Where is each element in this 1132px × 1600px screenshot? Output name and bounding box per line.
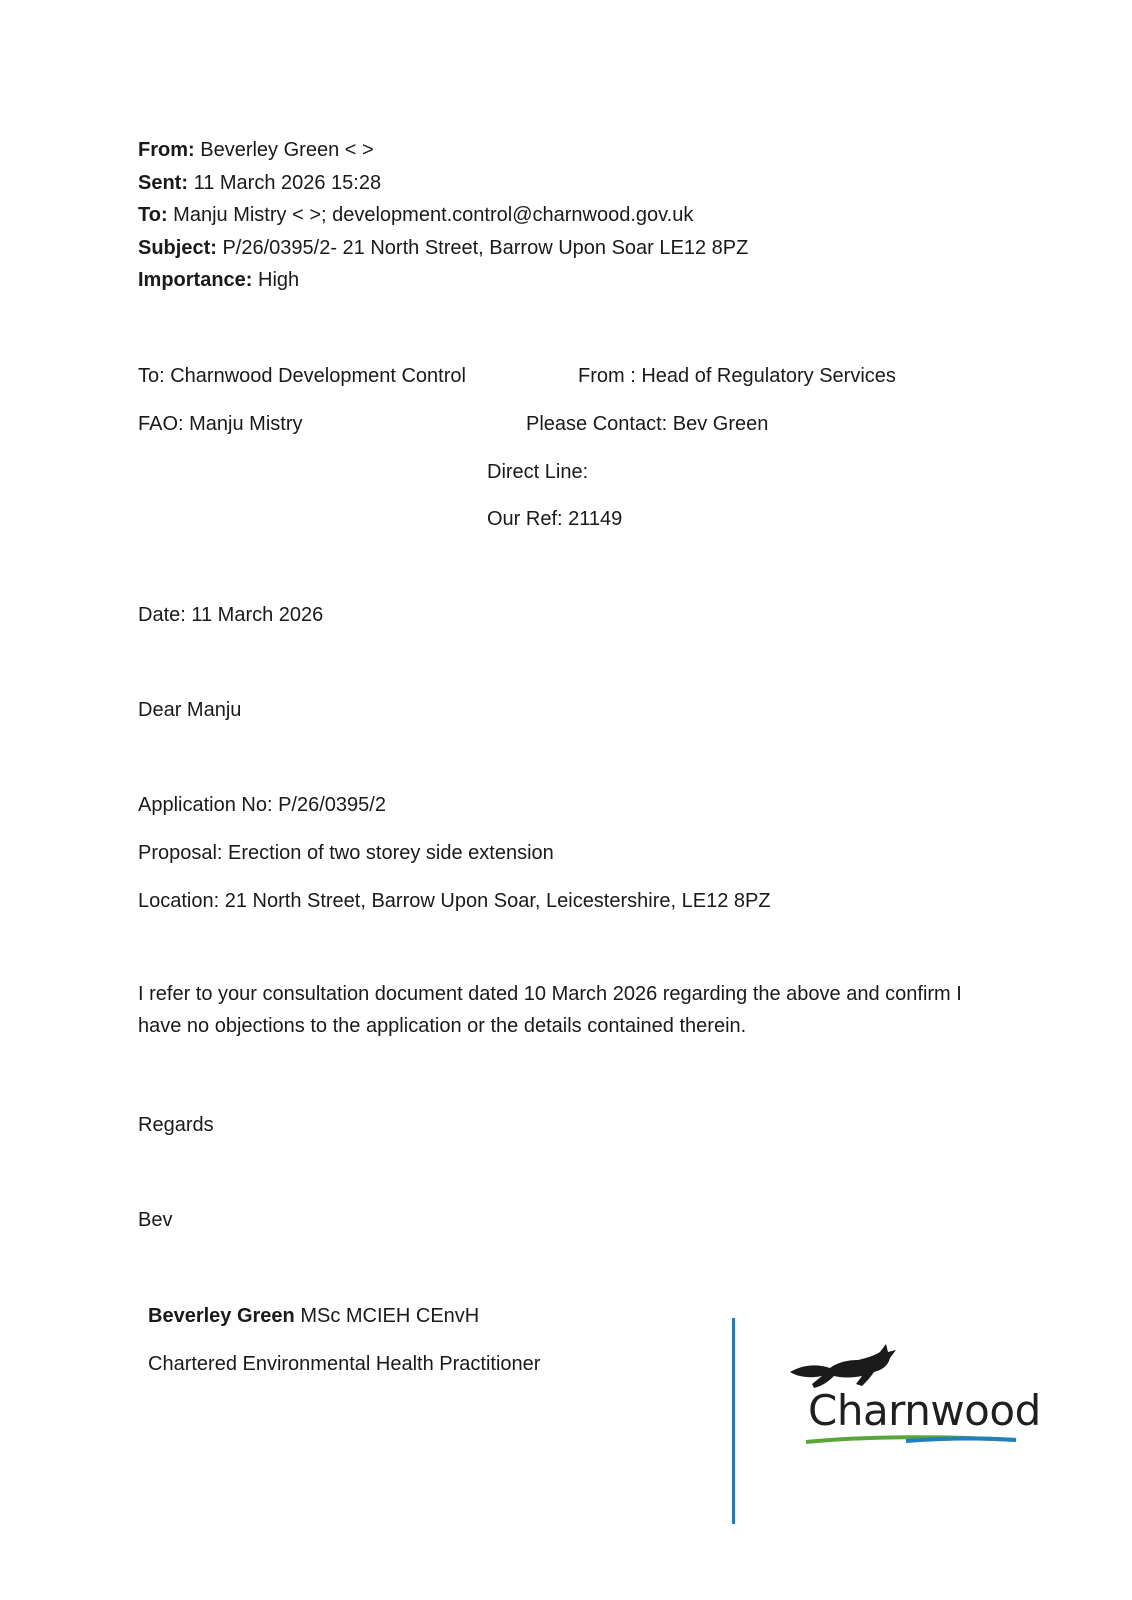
location: Location: 21 North Street, Barrow Upon Soar, Leicestershire, LE12 8PZ — [138, 890, 771, 912]
email-sent-value: 11 March 2026 15:28 — [193, 172, 382, 194]
signature-divider — [732, 1318, 735, 1524]
memo-our-ref: Our Ref: 21149 — [487, 508, 623, 530]
email-subject-value: P/26/0395/2- 21 North Street, Barrow Upon Soar LE12 8PZ — [222, 237, 749, 259]
email-to — [138, 203, 693, 227]
email-subject — [138, 236, 748, 260]
email-importance-value: High — [258, 269, 300, 291]
letter-closing: Regards — [138, 1114, 214, 1136]
proposal: Proposal: Erection of two storey side extension — [138, 842, 554, 864]
letter-date: Date: 11 March 2026 — [138, 604, 324, 626]
memo-from: From : Head of Regulatory Services — [578, 365, 896, 387]
email-from-value: Beverley Green < > — [200, 139, 374, 161]
charnwood-logo — [786, 1338, 1041, 1450]
logo-wordmark: Charnwood — [808, 1386, 1041, 1435]
signature-credentials: MSc MCIEH CEnvH — [294, 1305, 480, 1327]
letter-signoff: Bev — [138, 1209, 173, 1231]
signature-name-line — [148, 1304, 479, 1328]
email-importance — [138, 268, 299, 292]
application-number: Application No: P/26/0395/2 — [138, 794, 386, 816]
logo-swoosh-icon — [786, 1432, 1022, 1452]
signature-name: Beverley Green — [148, 1305, 295, 1327]
email-importance-label: Importance: — [138, 269, 253, 291]
email-to-label: To: — [138, 204, 168, 226]
email-from-label: From: — [138, 139, 195, 161]
memo-fao: FAO: Manju Mistry — [138, 413, 303, 435]
email-to-value: Manju Mistry < >; development.control@charnwood.gov.uk — [173, 204, 694, 226]
memo-contact: Please Contact: Bev Green — [526, 413, 769, 435]
email-from — [138, 138, 374, 162]
memo-direct-line: Direct Line: — [487, 461, 589, 483]
email-sent — [138, 171, 381, 195]
memo-to: To: Charnwood Development Control — [138, 365, 466, 387]
letter-body: I refer to your consultation document dated 10 March 2026 regarding the above and confirm I have no objections to the application or the details contained therein. — [138, 983, 962, 1037]
signature-title: Chartered Environmental Health Practitioner — [148, 1353, 541, 1375]
letter-salutation: Dear Manju — [138, 699, 242, 721]
email-subject-label: Subject: — [138, 237, 217, 259]
email-sent-label: Sent: — [138, 172, 188, 194]
